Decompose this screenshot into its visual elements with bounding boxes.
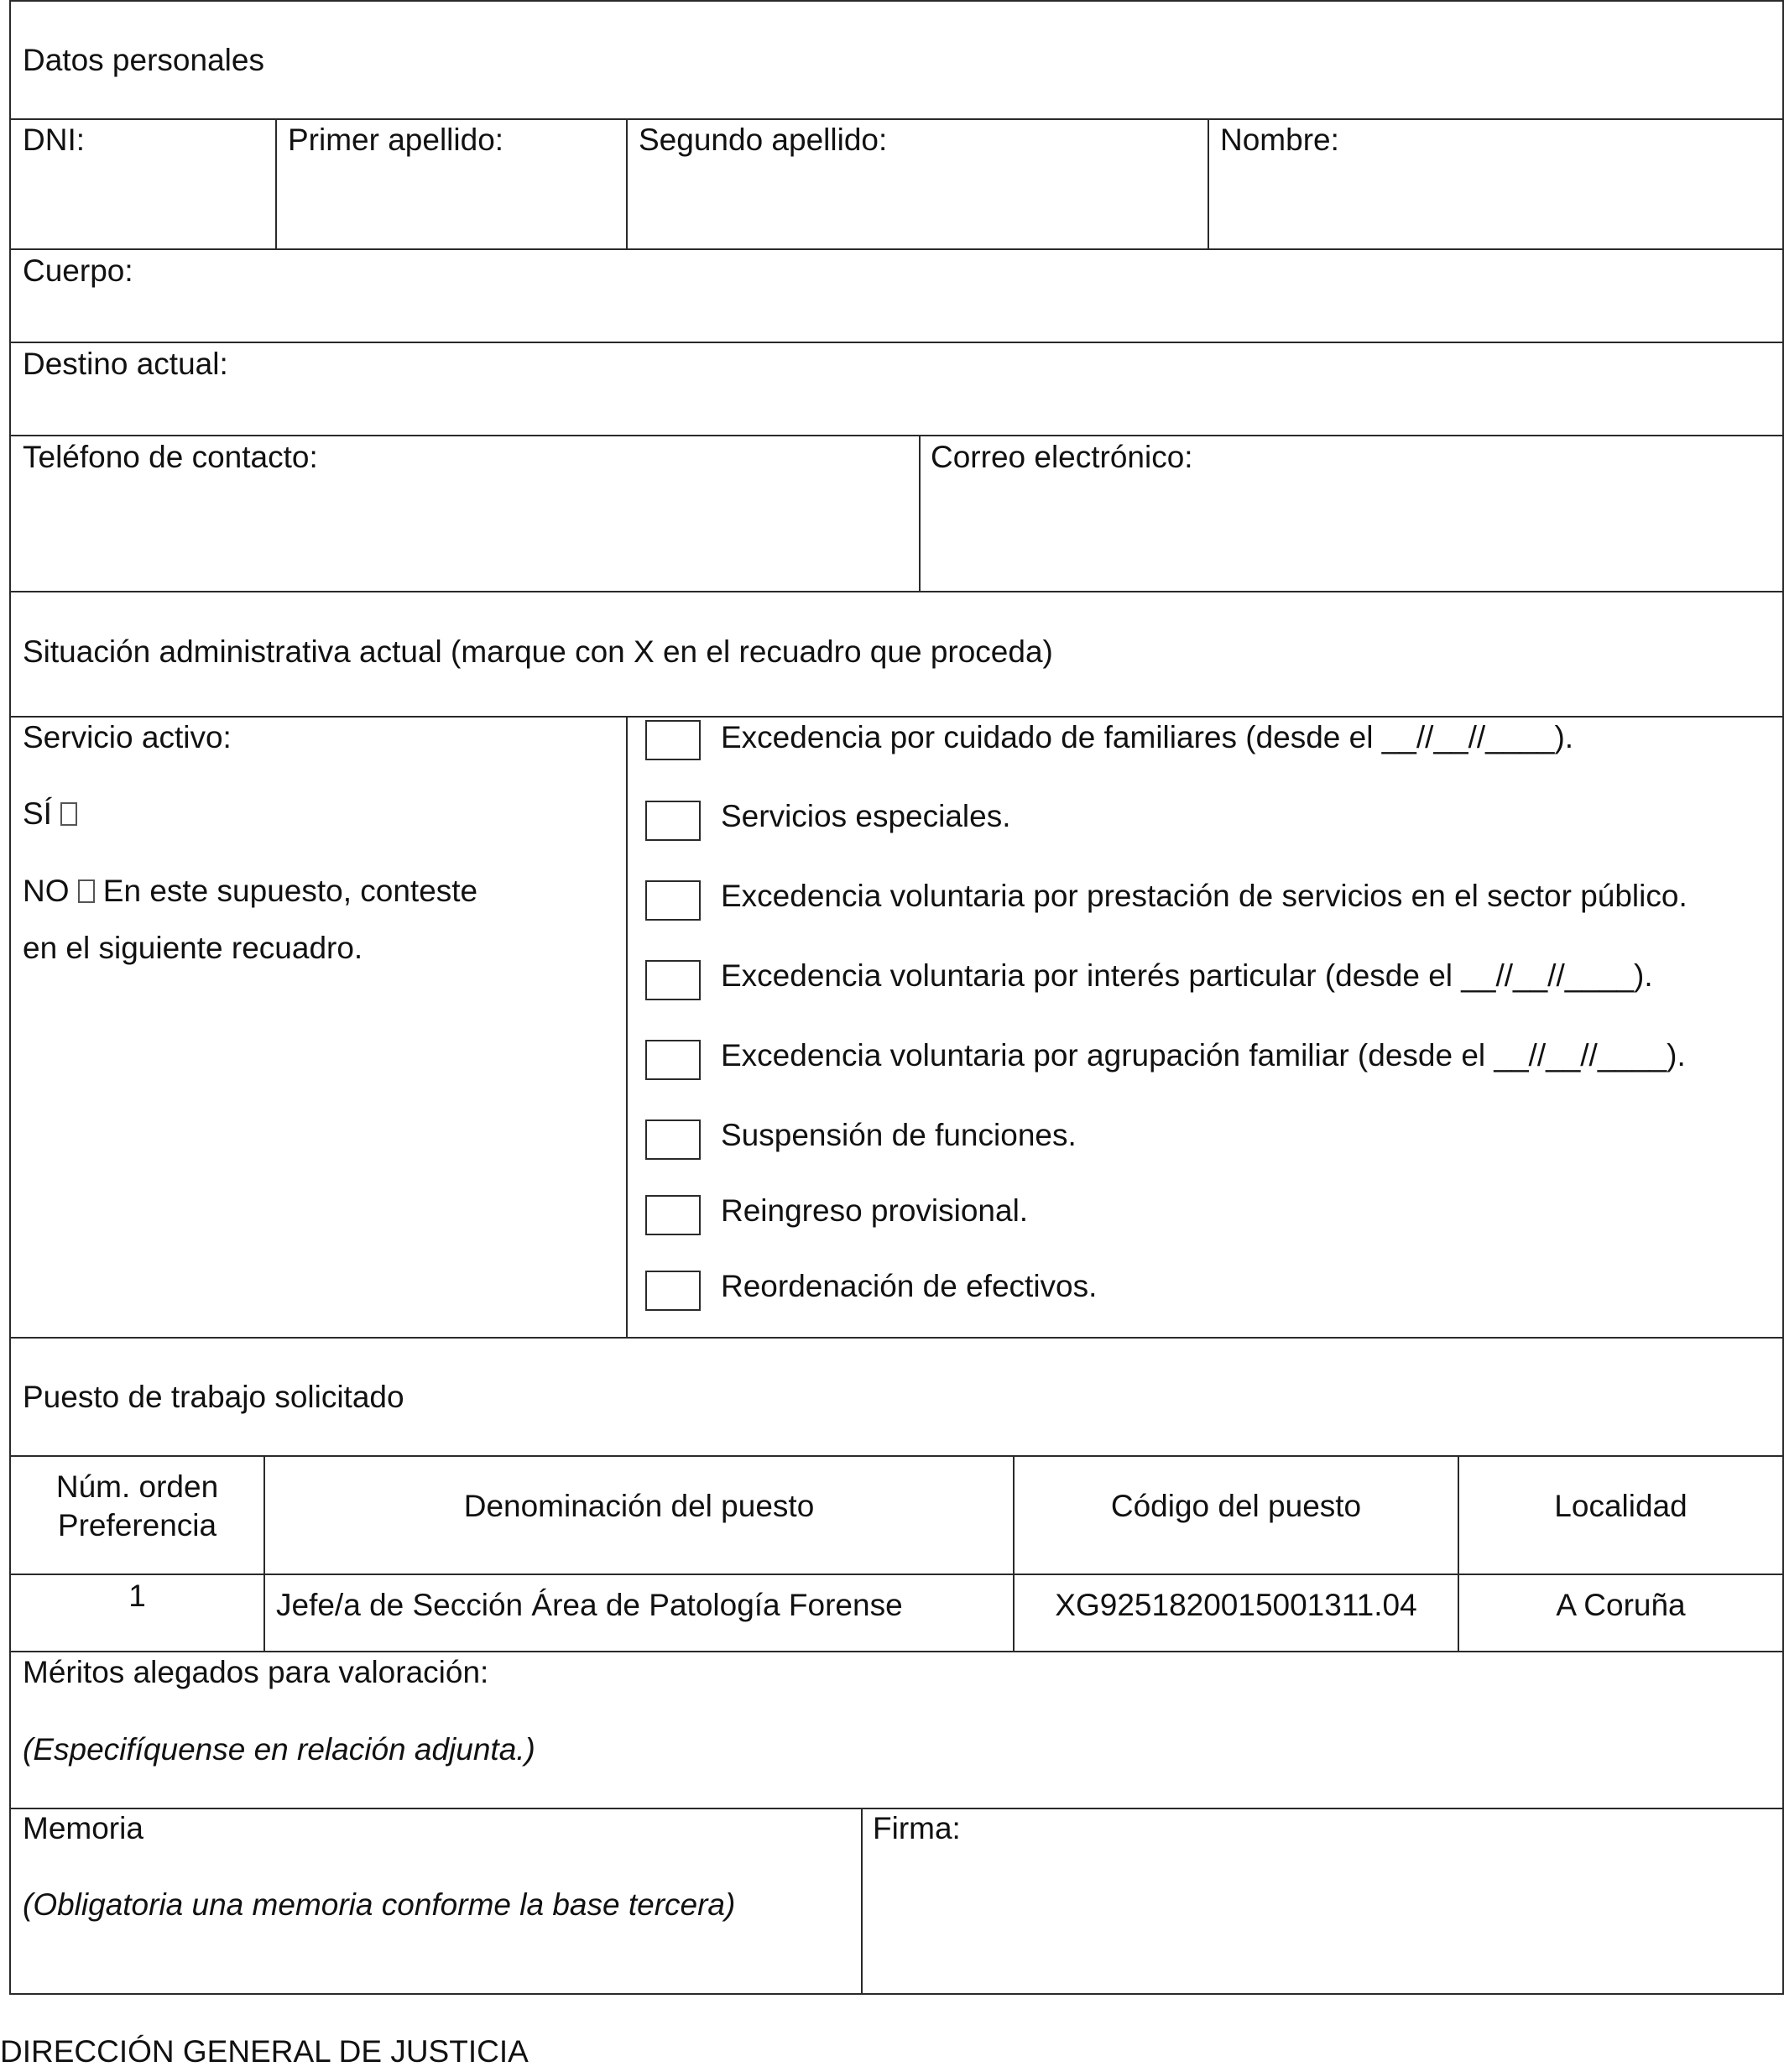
option-label-6: Suspensión de funciones. [721, 1118, 1077, 1152]
datos-title: Datos personales [23, 43, 264, 77]
cuerpo-cell[interactable] [9, 248, 1784, 343]
si-label: SÍ [23, 796, 52, 831]
option-label-4: Excedencia voluntaria por interés particular (desde el __//__//____). [721, 958, 1653, 993]
correo-label: Correo electrónico: [931, 440, 1193, 474]
datos-header-cell [9, 0, 1784, 120]
si-checkbox[interactable] [60, 802, 77, 826]
option-checkbox-6[interactable] [645, 1120, 701, 1160]
col-header-denominacion-label: Denominación del puesto [463, 1489, 815, 1523]
no-label: NO [23, 874, 70, 908]
option-label-1: Excedencia por cuidado de familiares (desde el __//__//____). [721, 720, 1574, 754]
option-checkbox-4[interactable] [645, 960, 701, 1000]
cell-orden-value: 1 [128, 1579, 146, 1613]
cuerpo-label: Cuerpo: [23, 253, 133, 288]
option-label-7: Reingreso provisional. [721, 1193, 1029, 1228]
memoria-note: (Obligatoria una memoria conforme la base tercera) [23, 1887, 736, 1922]
option-label-5: Excedencia voluntaria por agrupación familiar (desde el __//__//____). [721, 1038, 1686, 1073]
segundo-apellido-label: Segundo apellido: [639, 123, 888, 157]
puesto-title: Puesto de trabajo solicitado [23, 1380, 404, 1414]
si-option[interactable] [23, 796, 77, 832]
cell-denominacion-value: Jefe/a de Sección Área de Patología Forense [276, 1588, 903, 1622]
servicio-activo-cell [9, 716, 628, 1339]
option-checkbox-7[interactable] [645, 1195, 701, 1235]
no-instruction-line1: En este supuesto, conteste [102, 874, 478, 908]
dni-label: DNI: [23, 123, 85, 157]
firma-cell[interactable] [861, 1808, 1784, 1995]
col-header-codigo-label: Código del puesto [1110, 1489, 1362, 1523]
option-checkbox-8[interactable] [645, 1271, 701, 1311]
situacion-title: Situación administrativa actual (marque con X en el recuadro que proceda) [23, 634, 1053, 669]
meritos-note: (Especifíquense en relación adjunta.) [23, 1732, 535, 1767]
cell-codigo-value: XG9251820015001311.04 [1055, 1588, 1417, 1622]
destino-label: Destino actual: [23, 347, 228, 381]
option-label-2: Servicios especiales. [721, 799, 1011, 833]
no-checkbox[interactable] [78, 879, 95, 903]
col-header-localidad-label: Localidad [1554, 1489, 1687, 1523]
no-option[interactable] [23, 873, 477, 910]
memoria-title: Memoria [23, 1811, 143, 1845]
option-checkbox-5[interactable] [645, 1040, 701, 1080]
nombre-label: Nombre: [1220, 123, 1339, 157]
meritos-title: Méritos alegados para valoración: [23, 1655, 489, 1689]
no-instruction-line2: en el siguiente recuadro. [23, 931, 363, 965]
telefono-label: Teléfono de contacto: [23, 440, 318, 474]
firma-label: Firma: [873, 1811, 961, 1845]
footer-text: DIRECCIÓN GENERAL DE JUSTICIA [0, 2034, 529, 2069]
primer-apellido-label: Primer apellido: [288, 123, 504, 157]
servicio-activo-label: Servicio activo: [23, 720, 232, 754]
option-checkbox-2[interactable] [645, 801, 701, 841]
destino-cell[interactable] [9, 342, 1784, 436]
option-label-8: Reordenación de efectivos. [721, 1269, 1098, 1303]
col-header-orden-line2: Preferencia [57, 1508, 217, 1542]
option-label-3: Excedencia voluntaria por prestación de servicios en el sector público. [721, 879, 1687, 913]
cell-localidad-value: A Coruña [1556, 1588, 1686, 1622]
option-checkbox-3[interactable] [645, 880, 701, 921]
col-header-orden-line1: Núm. orden [55, 1469, 219, 1504]
option-checkbox-1[interactable] [645, 720, 701, 760]
